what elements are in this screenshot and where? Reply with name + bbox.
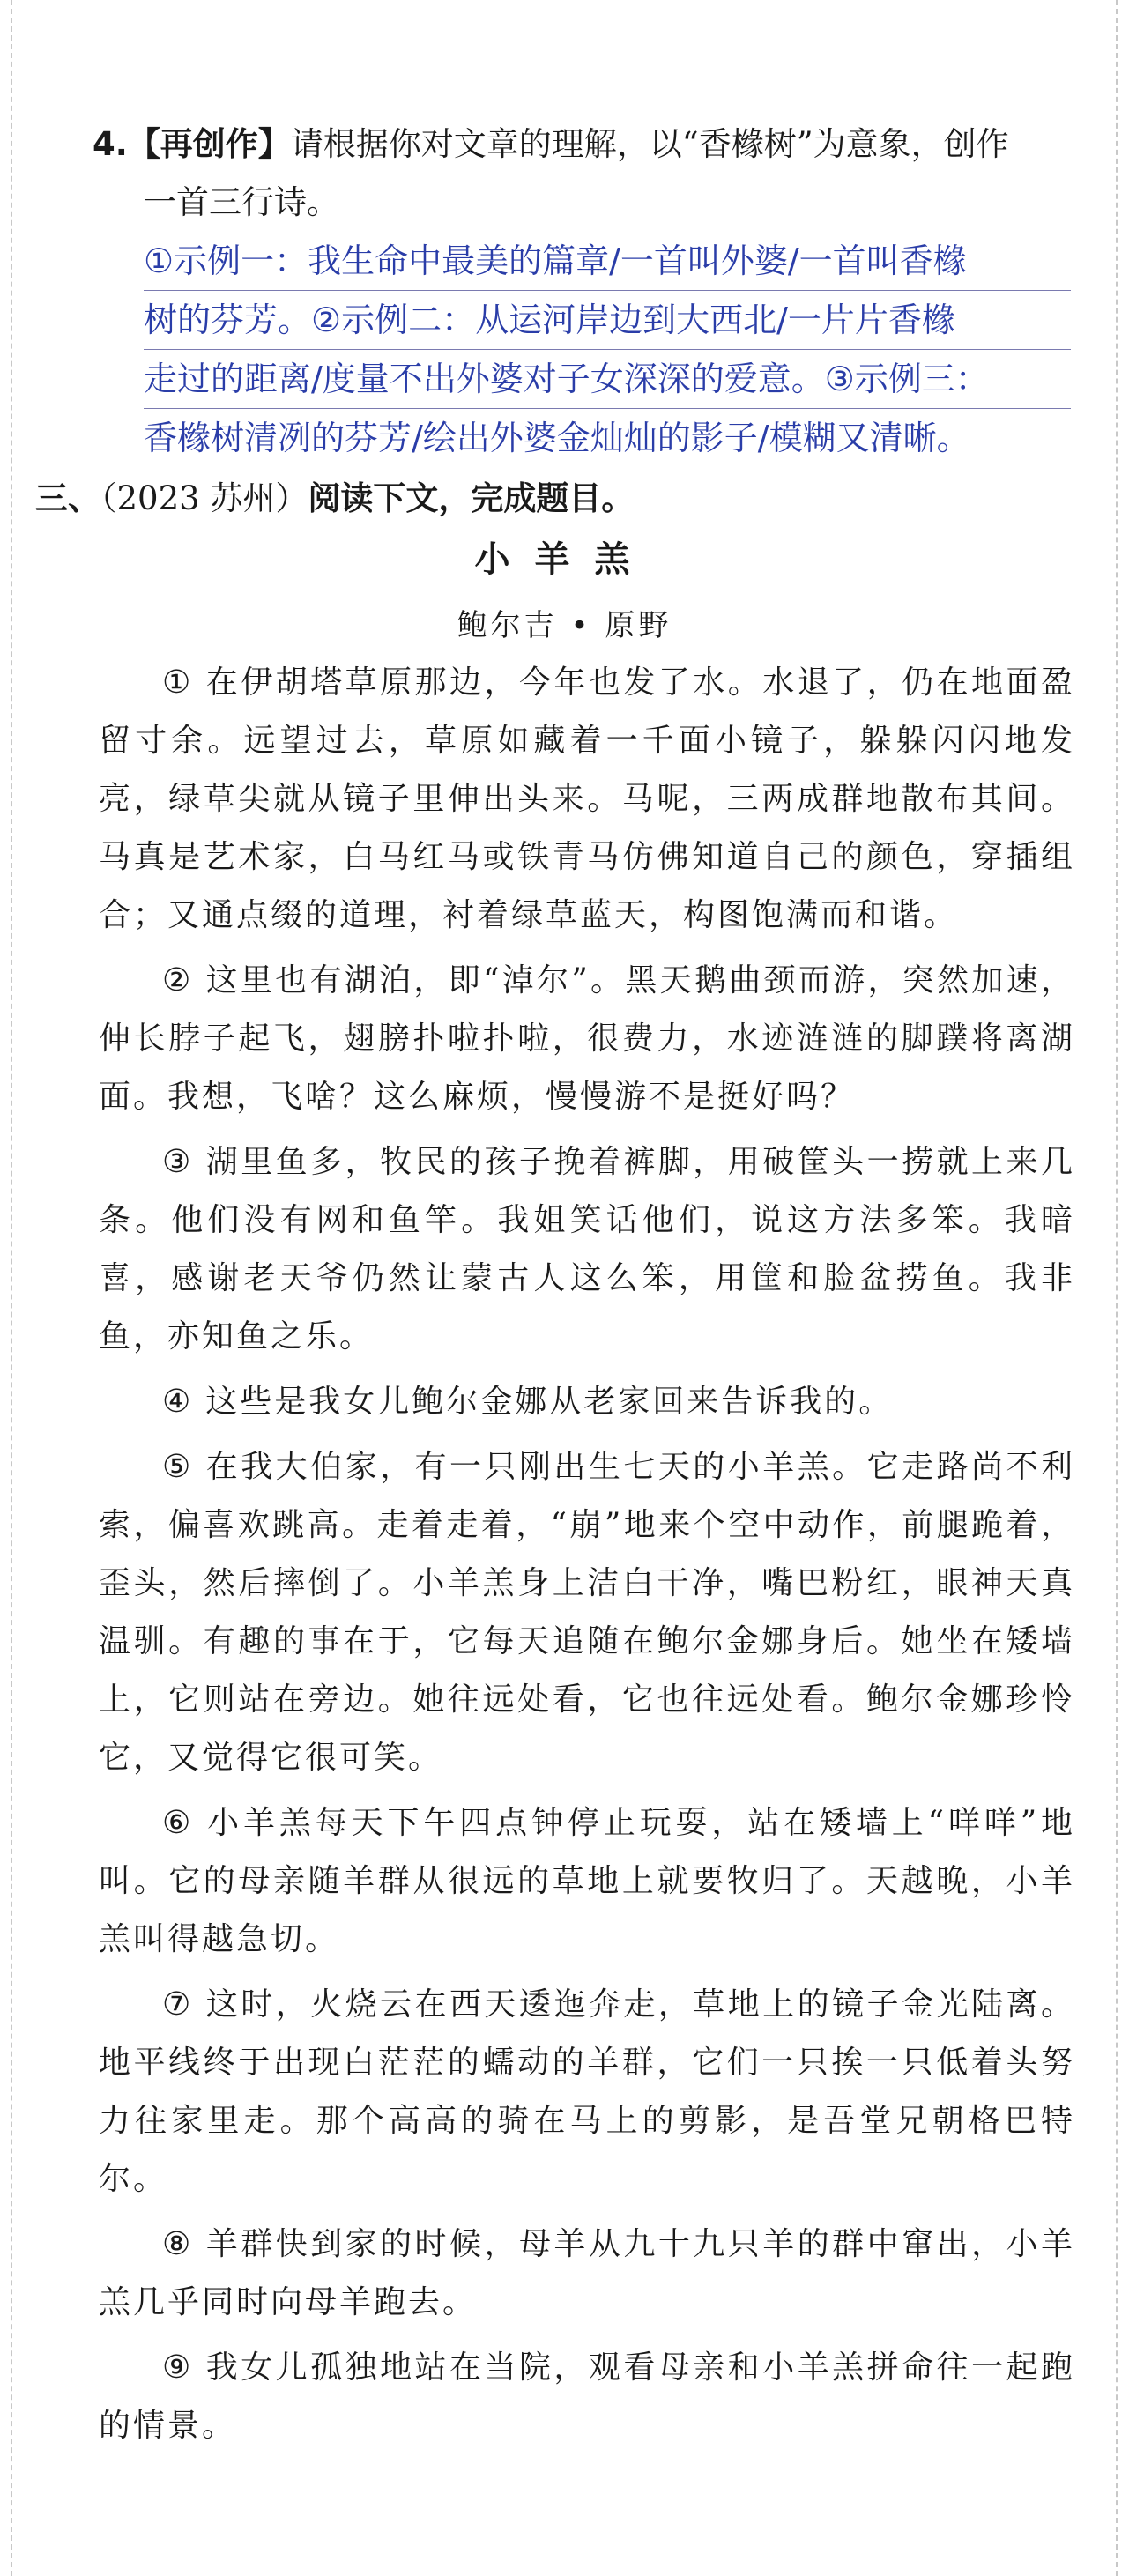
- article-author: 鲍尔吉 • 原野: [457, 608, 672, 643]
- paragraph-number: ⑨: [162, 2350, 194, 2386]
- question-4: [93, 115, 1071, 467]
- paragraph: [99, 952, 1075, 1126]
- answer-line: 走过的距离/度量不出外婆对子女深深的爱意。③示例三：: [144, 350, 1071, 409]
- paragraph: [99, 654, 1075, 945]
- paragraph: [99, 1373, 1075, 1431]
- answer-line: 香橼树清冽的芬芳/绘出外婆金灿灿的影子/模糊又清晰。: [144, 419, 970, 457]
- answer-line: 树的芬芳。②示例二：从运河岸边到大西北/一片片香橼: [144, 291, 1071, 350]
- paragraph-text: 湖里鱼多，牧民的孩子挽着裤脚，用破筐头一捞就上来几条。他们没有网和鱼竿。我姐笑话他们，说这方法多笨。我暗喜，感谢老天爷仍然让蒙古人这么笨，用筐和脸盆捞鱼。我非鱼，亦知鱼之乐。: [99, 1144, 1075, 1355]
- right-dashed-border: [1116, 0, 1118, 2576]
- section-label: 三、: [35, 479, 100, 517]
- paragraph-number: ①: [162, 664, 194, 701]
- paragraph: [99, 2339, 1075, 2455]
- paragraph-text: 在伊胡塔草原那边，今年也发了水。水退了，仍在地面盈留寸余。远望过去，草原如藏着一千面小镜子，躲躲闪闪地发亮，绿草尖就从镜子里伸出头来。马呢，三两成群地散布其间。马真是艺术家，白马红马或铁青马仿佛知道自己的颜色，穿插组合；又通点缀的道理，衬着绿草蓝天，构图饱满而和谐。: [99, 664, 1075, 933]
- prompt-line-2: 一首三行诗。: [144, 183, 339, 221]
- paragraph-number: ⑤: [162, 1449, 194, 1485]
- section-3-heading: [35, 471, 1093, 525]
- paragraph: [99, 1976, 1075, 2209]
- section-instruction: 阅读下文，完成题目。: [308, 479, 635, 517]
- question-4-prompt: [93, 115, 1071, 232]
- paragraph: [99, 2216, 1075, 2332]
- paragraph-number: ⑧: [162, 2226, 194, 2262]
- article-body: [99, 654, 1075, 2462]
- paragraph-number: ②: [162, 962, 194, 998]
- paragraph-text: 这些是我女儿鲍尔金娜从老家回来告诉我的。: [205, 1384, 894, 1420]
- paragraph-number: ⑦: [162, 1986, 194, 2023]
- paragraph-text: 这时，火烧云在西天逶迤奔走，草地上的镜子金光陆离。地平线终于出现白茫茫的蠕动的羊群，它们一只挨一只低着头努力往家里走。那个高高的骑在马上的剪影，是吾堂兄朝格巴特尔。: [99, 1986, 1075, 2197]
- prompt-line-1: 请根据你对文章的理解，以“香橼树”为意象，创作: [290, 125, 1009, 163]
- question-number: 4.: [93, 125, 128, 163]
- paragraph-text: 这里也有湖泊，即“淖尔”。黑天鹅曲颈而游，突然加速，伸长脖子起飞，翅膀扑啦扑啦，很费力，水迹涟涟的脚蹼将离湖面。我想，飞啥？这么麻烦，慢慢游不是挺好吗？: [99, 962, 1075, 1115]
- section-source: （2023 苏州）: [100, 479, 308, 517]
- answer-block: [144, 232, 1071, 467]
- paragraph-text: 小羊羔每天下午四点钟停止玩耍，站在矮墙上“咩咩”地叫。它的母亲随羊群从很远的草地上就要牧归了。天越晚，小羊羔叫得越急切。: [99, 1805, 1075, 1957]
- paragraph-text: 我女儿孤独地站在当院，观看母亲和小羊羔拼命往一起跑的情景。: [99, 2350, 1075, 2444]
- paragraph-text: 羊群快到家的时候，母羊从九十九只羊的群中窜出，小羊羔几乎同时向母羊跑去。: [99, 2226, 1075, 2320]
- paragraph-number: ④: [162, 1384, 194, 1420]
- left-dashed-border: [11, 0, 12, 2576]
- answer-line: ①示例一：我生命中最美的篇章/一首叫外婆/一首叫香橼: [144, 232, 1071, 291]
- question-tag: 【再创作】: [127, 124, 291, 163]
- paragraph: [99, 1794, 1075, 1969]
- paragraph-number: ⑥: [162, 1805, 196, 1841]
- paragraph-number: ③: [162, 1144, 194, 1180]
- paragraph: [99, 1133, 1075, 1366]
- article-title: 小羊羔: [474, 539, 655, 580]
- paragraph-text: 在我大伯家，有一只刚出生七天的小羊羔。它走路尚不利索，偏喜欢跳高。走着走着，“崩”地来个空中动作，前腿跪着，歪头，然后摔倒了。小羊羔身上洁白干净，嘴巴粉红，眼神天真温驯。有趣的事在于，它每天追随在鲍尔金娜身后。她坐在矮墙上，它则站在旁边。她往远处看，它也往远处看。鲍尔金娜珍怜它，又觉得它很可笑。: [99, 1449, 1075, 1776]
- paragraph: [99, 1438, 1075, 1787]
